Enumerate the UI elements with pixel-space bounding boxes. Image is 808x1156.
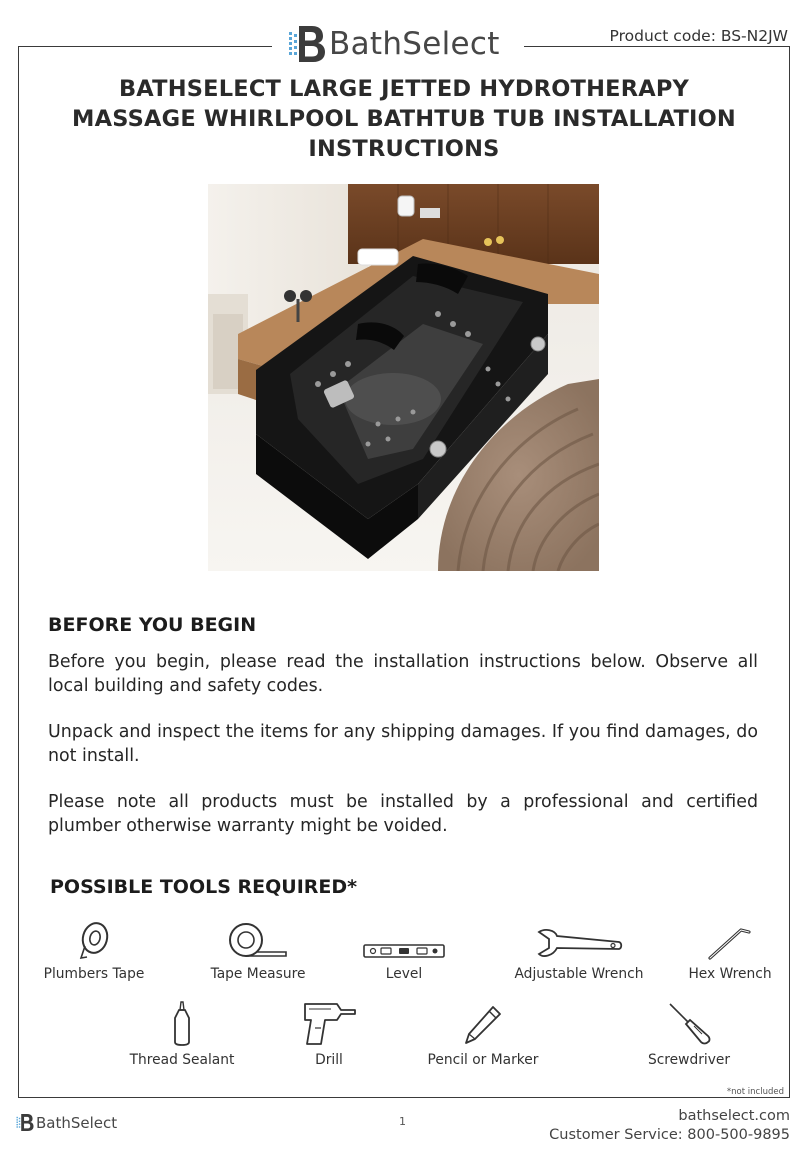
footer-customer-service: Customer Service: 800-500-9895 xyxy=(549,1127,790,1143)
tool-label: Thread Sealant xyxy=(129,1052,235,1068)
drill-icon xyxy=(301,1000,357,1046)
tool-label: Drill xyxy=(315,1052,343,1068)
hex-key-icon xyxy=(707,924,753,960)
tape-roll-icon xyxy=(77,920,111,960)
page-number: 1 xyxy=(399,1115,406,1128)
tool-label: Plumbers Tape xyxy=(43,966,145,982)
tools-not-included-note: *not included xyxy=(726,1087,784,1097)
section-heading-before-you-begin: BEFORE YOU BEGIN xyxy=(48,614,257,636)
footer-website-link[interactable]: bathselect.com xyxy=(678,1108,790,1124)
logo-mark-icon xyxy=(288,22,326,66)
title-line: MASSAGE WHIRLPOOL BATHTUB TUB INSTALLATION xyxy=(72,106,736,132)
section-heading-tools: POSSIBLE TOOLS REQUIRED* xyxy=(50,876,358,898)
tool-label: Screwdriver xyxy=(647,1052,731,1068)
tool-label: Pencil or Marker xyxy=(427,1052,539,1068)
footer-brand-wordmark: BathSelect xyxy=(36,1113,118,1132)
pencil-icon xyxy=(463,1004,503,1046)
sealant-bottle-icon xyxy=(172,1000,192,1046)
tool-label: Tape Measure xyxy=(210,966,306,982)
product-code: Product code: BS-N2JW xyxy=(609,27,788,45)
tool-label: Hex Wrench xyxy=(688,966,772,982)
tool-pencil-or-marker xyxy=(420,1000,546,1068)
footer-logo-mark-icon xyxy=(16,1112,34,1133)
tool-hex-wrench xyxy=(680,914,780,982)
product-photo xyxy=(208,184,599,571)
screwdriver-icon xyxy=(666,1000,712,1046)
tool-level xyxy=(352,914,456,982)
paragraph-read-instructions: Before you begin, please read the installation instructions below. Observe all local building and safety codes. xyxy=(48,652,758,696)
tool-drill xyxy=(298,1000,360,1068)
wrench-icon xyxy=(535,926,623,960)
tool-screwdriver xyxy=(636,1000,742,1068)
footer-brand-logo xyxy=(16,1112,117,1133)
tool-adjustable-wrench xyxy=(506,914,652,982)
level-icon xyxy=(363,942,445,960)
document-title xyxy=(40,74,768,164)
brand-logo xyxy=(288,22,500,66)
tool-thread-sealant xyxy=(126,1000,238,1068)
tool-tape-measure xyxy=(204,914,312,982)
tool-label: Adjustable Wrench xyxy=(514,966,644,982)
paragraph-inspect-items: Unpack and inspect the items for any shipping damages. If you find damages, do not install. xyxy=(48,722,758,766)
tape-measure-icon xyxy=(226,920,290,960)
tool-plumbers-tape xyxy=(38,914,150,982)
paragraph-professional-install: Please note all products must be installed by a professional and certified plumber otherwise warranty might be voided. xyxy=(48,792,758,836)
title-line: BATHSELECT LARGE JETTED HYDROTHERAPY xyxy=(118,76,690,102)
brand-wordmark: BathSelect xyxy=(329,26,500,62)
tool-label: Level xyxy=(385,966,423,982)
title-line: INSTRUCTIONS xyxy=(308,136,500,162)
